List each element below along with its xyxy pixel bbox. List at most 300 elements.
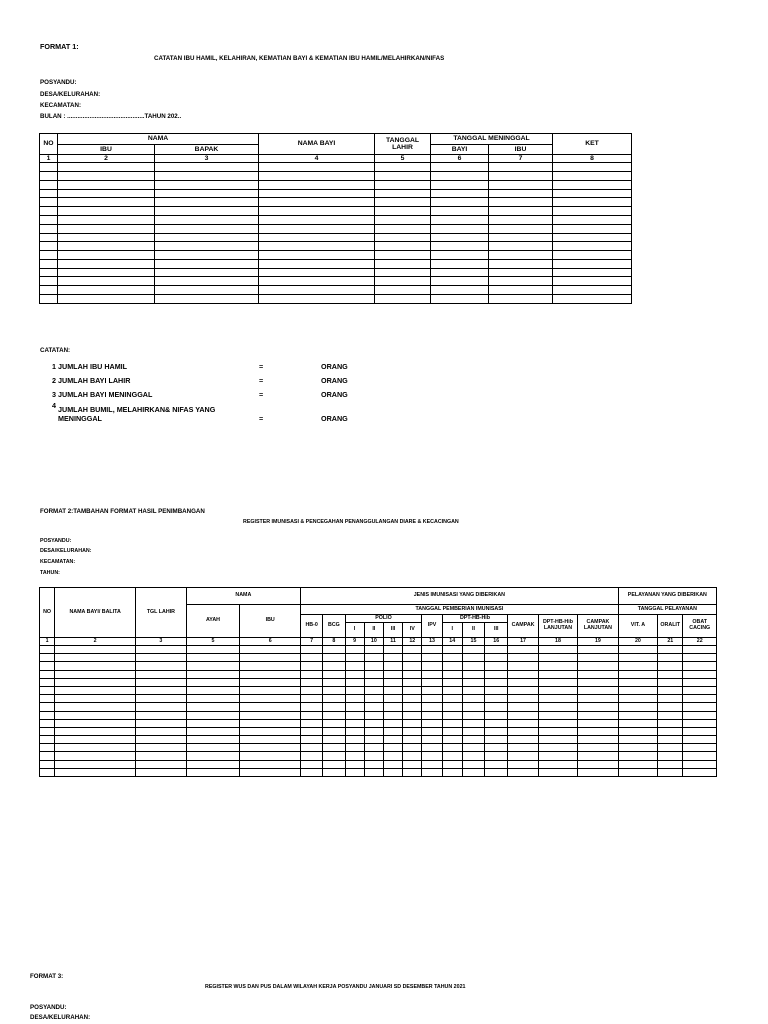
table-cell[interactable] [383, 727, 402, 735]
table-cell[interactable] [538, 752, 577, 760]
table-cell[interactable] [383, 760, 402, 768]
table-cell[interactable] [403, 760, 422, 768]
table-cell[interactable] [683, 654, 717, 662]
table-cell[interactable] [155, 233, 259, 242]
table-cell[interactable] [58, 215, 155, 224]
table-cell[interactable] [40, 295, 58, 304]
table-cell[interactable] [240, 736, 301, 744]
table-cell[interactable] [375, 268, 431, 277]
table-cell[interactable] [364, 760, 383, 768]
table-cell[interactable] [431, 233, 489, 242]
table-cell[interactable] [489, 251, 553, 260]
table-cell[interactable] [383, 670, 402, 678]
table-cell[interactable] [431, 180, 489, 189]
table-cell[interactable] [345, 662, 364, 670]
table-cell[interactable] [323, 662, 345, 670]
table-cell[interactable] [240, 768, 301, 776]
table-cell[interactable] [186, 744, 240, 752]
table-cell[interactable] [658, 752, 683, 760]
table-cell[interactable] [301, 711, 323, 719]
table-cell[interactable] [683, 678, 717, 686]
table-cell[interactable] [485, 678, 508, 686]
table-cell[interactable] [508, 646, 538, 654]
table-cell[interactable] [240, 711, 301, 719]
table-cell[interactable] [40, 670, 55, 678]
table-cell[interactable] [403, 695, 422, 703]
table-cell[interactable] [683, 686, 717, 694]
table-cell[interactable] [364, 686, 383, 694]
table-cell[interactable] [431, 207, 489, 216]
table-cell[interactable] [186, 654, 240, 662]
table-cell[interactable] [462, 768, 484, 776]
table-cell[interactable] [658, 662, 683, 670]
table-cell[interactable] [538, 654, 577, 662]
table-cell[interactable] [364, 736, 383, 744]
table-cell[interactable] [578, 744, 619, 752]
table-cell[interactable] [186, 670, 240, 678]
table-cell[interactable] [259, 295, 375, 304]
table-cell[interactable] [155, 198, 259, 207]
table-cell[interactable] [345, 670, 364, 678]
table-cell[interactable] [40, 189, 58, 198]
table-cell[interactable] [55, 768, 136, 776]
table-cell[interactable] [55, 670, 136, 678]
table-cell[interactable] [345, 768, 364, 776]
table-cell[interactable] [658, 646, 683, 654]
table-cell[interactable] [422, 686, 442, 694]
table-cell[interactable] [658, 678, 683, 686]
table-cell[interactable] [422, 711, 442, 719]
table-cell[interactable] [462, 719, 484, 727]
table-cell[interactable] [301, 703, 323, 711]
table-cell[interactable] [301, 686, 323, 694]
table-cell[interactable] [186, 695, 240, 703]
table-cell[interactable] [58, 242, 155, 251]
table-cell[interactable] [364, 727, 383, 735]
table-cell[interactable] [578, 736, 619, 744]
table-cell[interactable] [442, 646, 462, 654]
table-cell[interactable] [658, 686, 683, 694]
table-cell[interactable] [618, 646, 657, 654]
table-cell[interactable] [618, 678, 657, 686]
table-cell[interactable] [442, 695, 462, 703]
table-cell[interactable] [323, 744, 345, 752]
table-cell[interactable] [186, 662, 240, 670]
table-cell[interactable] [301, 646, 323, 654]
table-cell[interactable] [136, 768, 187, 776]
table-cell[interactable] [508, 695, 538, 703]
table-cell[interactable] [485, 670, 508, 678]
table-cell[interactable] [578, 711, 619, 719]
table-cell[interactable] [422, 760, 442, 768]
table-cell[interactable] [155, 251, 259, 260]
table-cell[interactable] [40, 736, 55, 744]
table-cell[interactable] [40, 251, 58, 260]
table-cell[interactable] [489, 215, 553, 224]
table-cell[interactable] [422, 752, 442, 760]
table-cell[interactable] [58, 171, 155, 180]
table-cell[interactable] [489, 277, 553, 286]
table-cell[interactable] [553, 207, 632, 216]
table-cell[interactable] [383, 768, 402, 776]
table-cell[interactable] [40, 171, 58, 180]
table-cell[interactable] [618, 727, 657, 735]
table-cell[interactable] [578, 662, 619, 670]
table-cell[interactable] [538, 703, 577, 711]
table-cell[interactable] [489, 295, 553, 304]
table-cell[interactable] [431, 277, 489, 286]
table-cell[interactable] [508, 703, 538, 711]
table-cell[interactable] [462, 736, 484, 744]
table-cell[interactable] [155, 224, 259, 233]
table-cell[interactable] [364, 695, 383, 703]
table-cell[interactable] [618, 768, 657, 776]
table-cell[interactable] [489, 207, 553, 216]
table-cell[interactable] [58, 295, 155, 304]
table-cell[interactable] [58, 189, 155, 198]
table-cell[interactable] [259, 224, 375, 233]
table-cell[interactable] [155, 242, 259, 251]
table-cell[interactable] [553, 233, 632, 242]
table-cell[interactable] [553, 189, 632, 198]
table-cell[interactable] [375, 251, 431, 260]
table-cell[interactable] [155, 286, 259, 295]
table-cell[interactable] [485, 686, 508, 694]
table-cell[interactable] [58, 224, 155, 233]
table-cell[interactable] [136, 760, 187, 768]
table-cell[interactable] [578, 760, 619, 768]
table-cell[interactable] [538, 711, 577, 719]
table-cell[interactable] [364, 752, 383, 760]
table-cell[interactable] [323, 752, 345, 760]
table-cell[interactable] [383, 646, 402, 654]
table-cell[interactable] [240, 752, 301, 760]
table-cell[interactable] [40, 163, 58, 172]
table-cell[interactable] [323, 727, 345, 735]
table-cell[interactable] [55, 654, 136, 662]
table-cell[interactable] [40, 744, 55, 752]
table-cell[interactable] [508, 711, 538, 719]
table-cell[interactable] [462, 711, 484, 719]
table-cell[interactable] [345, 711, 364, 719]
table-cell[interactable] [40, 686, 55, 694]
table-cell[interactable] [323, 768, 345, 776]
table-cell[interactable] [301, 744, 323, 752]
table-cell[interactable] [485, 654, 508, 662]
table-cell[interactable] [683, 719, 717, 727]
table-cell[interactable] [578, 727, 619, 735]
table-cell[interactable] [55, 646, 136, 654]
table-cell[interactable] [55, 695, 136, 703]
table-cell[interactable] [323, 670, 345, 678]
table-cell[interactable] [240, 678, 301, 686]
table-cell[interactable] [136, 744, 187, 752]
table-cell[interactable] [683, 727, 717, 735]
table-cell[interactable] [538, 695, 577, 703]
table-cell[interactable] [55, 678, 136, 686]
table-cell[interactable] [658, 711, 683, 719]
table-cell[interactable] [683, 703, 717, 711]
table-cell[interactable] [364, 678, 383, 686]
table-cell[interactable] [55, 736, 136, 744]
table-cell[interactable] [186, 646, 240, 654]
table-cell[interactable] [323, 678, 345, 686]
table-cell[interactable] [364, 654, 383, 662]
table-cell[interactable] [40, 760, 55, 768]
table-cell[interactable] [422, 768, 442, 776]
table-cell[interactable] [136, 703, 187, 711]
table-cell[interactable] [58, 251, 155, 260]
table-cell[interactable] [578, 670, 619, 678]
table-cell[interactable] [186, 703, 240, 711]
table-cell[interactable] [323, 703, 345, 711]
table-cell[interactable] [40, 695, 55, 703]
table-cell[interactable] [431, 189, 489, 198]
table-cell[interactable] [538, 727, 577, 735]
table-cell[interactable] [442, 662, 462, 670]
table-cell[interactable] [683, 760, 717, 768]
table-cell[interactable] [40, 727, 55, 735]
table-cell[interactable] [375, 277, 431, 286]
table-cell[interactable] [136, 711, 187, 719]
table-cell[interactable] [259, 251, 375, 260]
table-cell[interactable] [553, 242, 632, 251]
table-cell[interactable] [240, 760, 301, 768]
table-cell[interactable] [489, 171, 553, 180]
table-cell[interactable] [345, 744, 364, 752]
table-cell[interactable] [323, 695, 345, 703]
table-cell[interactable] [40, 233, 58, 242]
table-cell[interactable] [345, 686, 364, 694]
table-cell[interactable] [259, 189, 375, 198]
table-cell[interactable] [578, 678, 619, 686]
table-cell[interactable] [186, 736, 240, 744]
table-cell[interactable] [383, 744, 402, 752]
table-cell[interactable] [683, 752, 717, 760]
table-cell[interactable] [553, 295, 632, 304]
table-cell[interactable] [55, 744, 136, 752]
table-cell[interactable] [683, 646, 717, 654]
table-cell[interactable] [40, 646, 55, 654]
table-cell[interactable] [345, 719, 364, 727]
table-cell[interactable] [485, 662, 508, 670]
table-cell[interactable] [323, 711, 345, 719]
table-cell[interactable] [485, 752, 508, 760]
table-cell[interactable] [240, 662, 301, 670]
table-cell[interactable] [301, 760, 323, 768]
table-cell[interactable] [375, 295, 431, 304]
table-cell[interactable] [383, 719, 402, 727]
table-cell[interactable] [155, 277, 259, 286]
table-cell[interactable] [375, 224, 431, 233]
table-cell[interactable] [442, 727, 462, 735]
table-cell[interactable] [136, 727, 187, 735]
table-cell[interactable] [442, 711, 462, 719]
table-cell[interactable] [58, 268, 155, 277]
table-cell[interactable] [259, 163, 375, 172]
table-cell[interactable] [58, 163, 155, 172]
table-cell[interactable] [489, 198, 553, 207]
table-cell[interactable] [489, 259, 553, 268]
table-cell[interactable] [618, 703, 657, 711]
table-cell[interactable] [538, 686, 577, 694]
table-cell[interactable] [345, 654, 364, 662]
table-cell[interactable] [375, 189, 431, 198]
table-cell[interactable] [403, 678, 422, 686]
table-cell[interactable] [431, 224, 489, 233]
table-cell[interactable] [186, 719, 240, 727]
table-cell[interactable] [345, 727, 364, 735]
table-cell[interactable] [442, 670, 462, 678]
table-cell[interactable] [489, 180, 553, 189]
table-cell[interactable] [538, 646, 577, 654]
table-cell[interactable] [40, 180, 58, 189]
table-cell[interactable] [301, 736, 323, 744]
table-cell[interactable] [136, 686, 187, 694]
table-cell[interactable] [578, 719, 619, 727]
table-cell[interactable] [364, 768, 383, 776]
table-cell[interactable] [186, 768, 240, 776]
table-cell[interactable] [383, 711, 402, 719]
table-cell[interactable] [508, 744, 538, 752]
table-cell[interactable] [40, 259, 58, 268]
table-cell[interactable] [683, 695, 717, 703]
table-cell[interactable] [259, 268, 375, 277]
table-cell[interactable] [345, 678, 364, 686]
table-cell[interactable] [55, 727, 136, 735]
table-cell[interactable] [462, 703, 484, 711]
table-cell[interactable] [462, 654, 484, 662]
table-cell[interactable] [538, 768, 577, 776]
table-cell[interactable] [431, 268, 489, 277]
table-cell[interactable] [683, 662, 717, 670]
table-cell[interactable] [323, 646, 345, 654]
table-cell[interactable] [403, 654, 422, 662]
table-cell[interactable] [364, 662, 383, 670]
table-cell[interactable] [618, 744, 657, 752]
table-cell[interactable] [442, 752, 462, 760]
table-cell[interactable] [403, 703, 422, 711]
table-cell[interactable] [301, 654, 323, 662]
table-cell[interactable] [345, 703, 364, 711]
table-cell[interactable] [658, 727, 683, 735]
table-cell[interactable] [508, 719, 538, 727]
table-cell[interactable] [240, 744, 301, 752]
table-cell[interactable] [658, 695, 683, 703]
table-cell[interactable] [40, 242, 58, 251]
table-cell[interactable] [553, 251, 632, 260]
table-cell[interactable] [683, 768, 717, 776]
table-cell[interactable] [553, 163, 632, 172]
table-cell[interactable] [508, 678, 538, 686]
table-cell[interactable] [658, 736, 683, 744]
table-cell[interactable] [375, 242, 431, 251]
table-cell[interactable] [259, 207, 375, 216]
table-cell[interactable] [462, 752, 484, 760]
table-cell[interactable] [323, 760, 345, 768]
table-cell[interactable] [375, 286, 431, 295]
table-cell[interactable] [462, 727, 484, 735]
table-cell[interactable] [485, 695, 508, 703]
table-cell[interactable] [40, 286, 58, 295]
table-cell[interactable] [553, 259, 632, 268]
table-cell[interactable] [136, 736, 187, 744]
table-cell[interactable] [186, 678, 240, 686]
table-cell[interactable] [553, 215, 632, 224]
table-cell[interactable] [683, 744, 717, 752]
table-cell[interactable] [553, 224, 632, 233]
table-cell[interactable] [442, 686, 462, 694]
table-cell[interactable] [345, 752, 364, 760]
table-cell[interactable] [364, 711, 383, 719]
table-cell[interactable] [462, 678, 484, 686]
table-cell[interactable] [489, 224, 553, 233]
table-cell[interactable] [485, 768, 508, 776]
table-cell[interactable] [383, 695, 402, 703]
table-cell[interactable] [618, 711, 657, 719]
table-cell[interactable] [485, 760, 508, 768]
table-cell[interactable] [462, 760, 484, 768]
table-cell[interactable] [485, 727, 508, 735]
table-cell[interactable] [403, 752, 422, 760]
table-cell[interactable] [422, 719, 442, 727]
table-cell[interactable] [186, 686, 240, 694]
table-cell[interactable] [186, 727, 240, 735]
table-cell[interactable] [403, 670, 422, 678]
table-cell[interactable] [431, 259, 489, 268]
table-cell[interactable] [462, 662, 484, 670]
table-cell[interactable] [383, 686, 402, 694]
table-cell[interactable] [553, 277, 632, 286]
table-cell[interactable] [403, 768, 422, 776]
table-cell[interactable] [578, 686, 619, 694]
table-cell[interactable] [323, 719, 345, 727]
table-cell[interactable] [442, 744, 462, 752]
table-cell[interactable] [431, 251, 489, 260]
table-cell[interactable] [323, 736, 345, 744]
table-cell[interactable] [40, 654, 55, 662]
table-cell[interactable] [40, 277, 58, 286]
table-cell[interactable] [55, 703, 136, 711]
table-cell[interactable] [364, 719, 383, 727]
table-cell[interactable] [259, 198, 375, 207]
table-cell[interactable] [40, 678, 55, 686]
table-cell[interactable] [345, 646, 364, 654]
table-cell[interactable] [240, 727, 301, 735]
table-cell[interactable] [136, 752, 187, 760]
table-cell[interactable] [422, 744, 442, 752]
table-cell[interactable] [618, 670, 657, 678]
table-cell[interactable] [403, 727, 422, 735]
table-cell[interactable] [658, 760, 683, 768]
table-cell[interactable] [58, 259, 155, 268]
table-cell[interactable] [186, 752, 240, 760]
table-cell[interactable] [240, 654, 301, 662]
table-cell[interactable] [422, 736, 442, 744]
table-cell[interactable] [431, 242, 489, 251]
table-cell[interactable] [683, 736, 717, 744]
table-cell[interactable] [136, 654, 187, 662]
table-cell[interactable] [136, 678, 187, 686]
table-cell[interactable] [508, 727, 538, 735]
table-cell[interactable] [259, 286, 375, 295]
table-cell[interactable] [240, 695, 301, 703]
table-cell[interactable] [136, 695, 187, 703]
table-cell[interactable] [403, 686, 422, 694]
table-cell[interactable] [618, 654, 657, 662]
table-cell[interactable] [485, 719, 508, 727]
table-cell[interactable] [508, 662, 538, 670]
